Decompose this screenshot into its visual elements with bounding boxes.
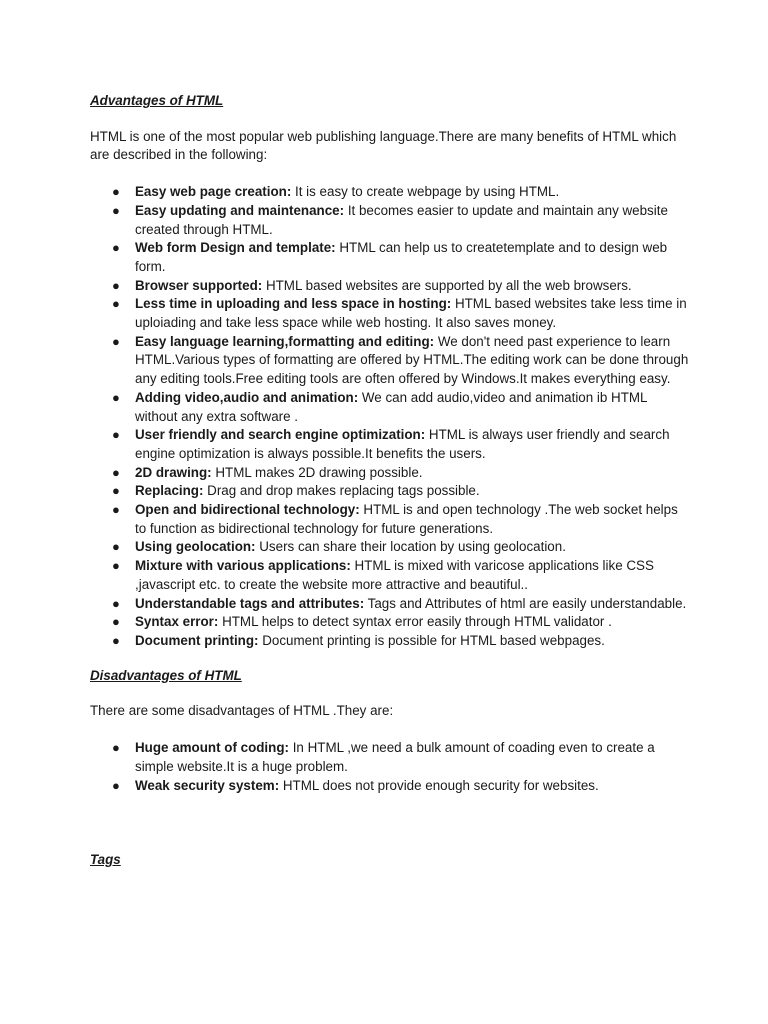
item-term: Web form Design and template: <box>135 240 336 256</box>
bullet-icon: ● <box>112 240 120 256</box>
bullet-icon: ● <box>112 539 120 555</box>
list-item <box>90 389 690 426</box>
list-item <box>90 183 690 202</box>
bullet-icon: ● <box>112 483 120 499</box>
bullet-icon: ● <box>112 595 120 611</box>
item-term: 2D drawing: <box>135 464 212 480</box>
item-text: It becomes easier to update and maintain any website created through HTML. <box>135 202 668 237</box>
advantages-list <box>90 183 690 651</box>
list-item <box>90 202 690 239</box>
list-item <box>90 426 690 463</box>
item-term: Huge amount of coding: <box>135 740 289 756</box>
advantages-heading: Advantages of HTML <box>90 93 224 108</box>
disadvantages-list <box>90 739 690 795</box>
item-term: Document printing: <box>135 632 259 648</box>
item-term: Syntax error: <box>135 614 219 630</box>
list-item <box>90 239 690 276</box>
item-text: Users can share their location by using geolocation. <box>255 539 566 555</box>
disadvantages-intro: There are some disadvantages of HTML .They are: <box>90 703 394 719</box>
list-item <box>90 632 690 651</box>
bullet-icon: ● <box>112 277 120 293</box>
bullet-icon: ● <box>112 632 120 648</box>
disadvantages-heading: Disadvantages of HTML <box>90 667 242 683</box>
bullet-icon: ● <box>112 464 120 480</box>
bullet-icon: ● <box>112 740 120 756</box>
item-term: Open and bidirectional technology: <box>135 502 360 518</box>
list-item <box>90 501 690 538</box>
item-term: Weak security system: <box>135 777 280 793</box>
item-text: HTML can help us to createtemplate and to design web form. <box>135 240 668 274</box>
list-item <box>90 482 690 501</box>
item-term: Using geolocation: <box>135 539 256 555</box>
list-item <box>90 595 690 614</box>
item-text: In HTML ,we need a bulk amount of coading even to create a simple website.It is a huge problem. <box>135 740 655 774</box>
bullet-icon: ● <box>112 296 120 312</box>
item-text: HTML is always user friendly and search engine optimization is always possible.It benefits the users. <box>135 427 670 461</box>
list-item <box>90 277 690 296</box>
item-text: Tags and Attributes of html are easily understandable. <box>364 595 687 611</box>
bullet-icon: ● <box>112 333 120 349</box>
item-text: HTML is and open technology .The web socket helps to function as bidirectional technology for future generations. <box>135 502 678 536</box>
item-text: Document printing is possible for HTML based webpages. <box>258 632 605 648</box>
list-item <box>90 295 690 332</box>
list-item <box>90 777 690 796</box>
list-item <box>90 464 690 483</box>
bullet-icon: ● <box>112 777 120 793</box>
item-text: HTML based websites are supported by all the web browsers. <box>262 277 632 293</box>
item-text: We can add audio,video and animation ib HTML without any extra software . <box>135 389 648 424</box>
list-item <box>90 557 690 594</box>
bullet-icon: ● <box>112 202 120 218</box>
document-page <box>90 92 690 870</box>
item-term: User friendly and search engine optimization: <box>135 427 426 443</box>
item-term: Easy language learning,formatting and editing: <box>135 333 435 349</box>
item-text: HTML based websites take less time in uploiading and take less space while web hosting. It also saves money. <box>135 296 687 331</box>
list-item <box>90 739 690 776</box>
item-text: HTML helps to detect syntax error easily through HTML validator . <box>218 614 612 630</box>
item-term: Easy web page creation: <box>135 184 292 200</box>
list-item <box>90 333 690 389</box>
tags-heading: Tags <box>90 852 121 868</box>
item-text: HTML is mixed with varicose applications like CSS ,javascript etc. to create the website more attractive and beautiful.. <box>135 558 654 592</box>
item-term: Replacing: <box>135 483 204 499</box>
item-text: Drag and drop makes replacing tags possible. <box>203 483 480 499</box>
item-term: Less time in uploading and less space in hosting: <box>135 296 452 312</box>
item-term: Browser supported: <box>135 277 263 293</box>
advantages-intro: HTML is one of the most popular web publishing language.There are many benefits of HTML which are described in the following: <box>90 128 677 163</box>
item-text: We don't need past experience to learn HTML.Various types of formatting are offered by HTML.The editing work can be done through any editing tools.Free editing tools are often offered by Windows.It makes everything easy. <box>135 333 689 387</box>
list-item <box>90 613 690 632</box>
list-item <box>90 538 690 557</box>
bullet-icon: ● <box>112 427 120 443</box>
item-term: Mixture with various applications: <box>135 558 351 574</box>
bullet-icon: ● <box>112 614 120 630</box>
item-term: Understandable tags and attributes: <box>135 595 365 611</box>
item-term: Easy updating and maintenance: <box>135 202 345 218</box>
item-term: Adding video,audio and animation: <box>135 389 359 405</box>
bullet-icon: ● <box>112 389 120 405</box>
item-text: It is easy to create webpage by using HTML. <box>291 184 560 200</box>
bullet-icon: ● <box>112 502 120 518</box>
item-text: HTML does not provide enough security for websites. <box>279 777 599 793</box>
bullet-icon: ● <box>112 184 120 200</box>
bullet-icon: ● <box>112 558 120 574</box>
item-text: HTML makes 2D drawing possible. <box>211 464 423 480</box>
